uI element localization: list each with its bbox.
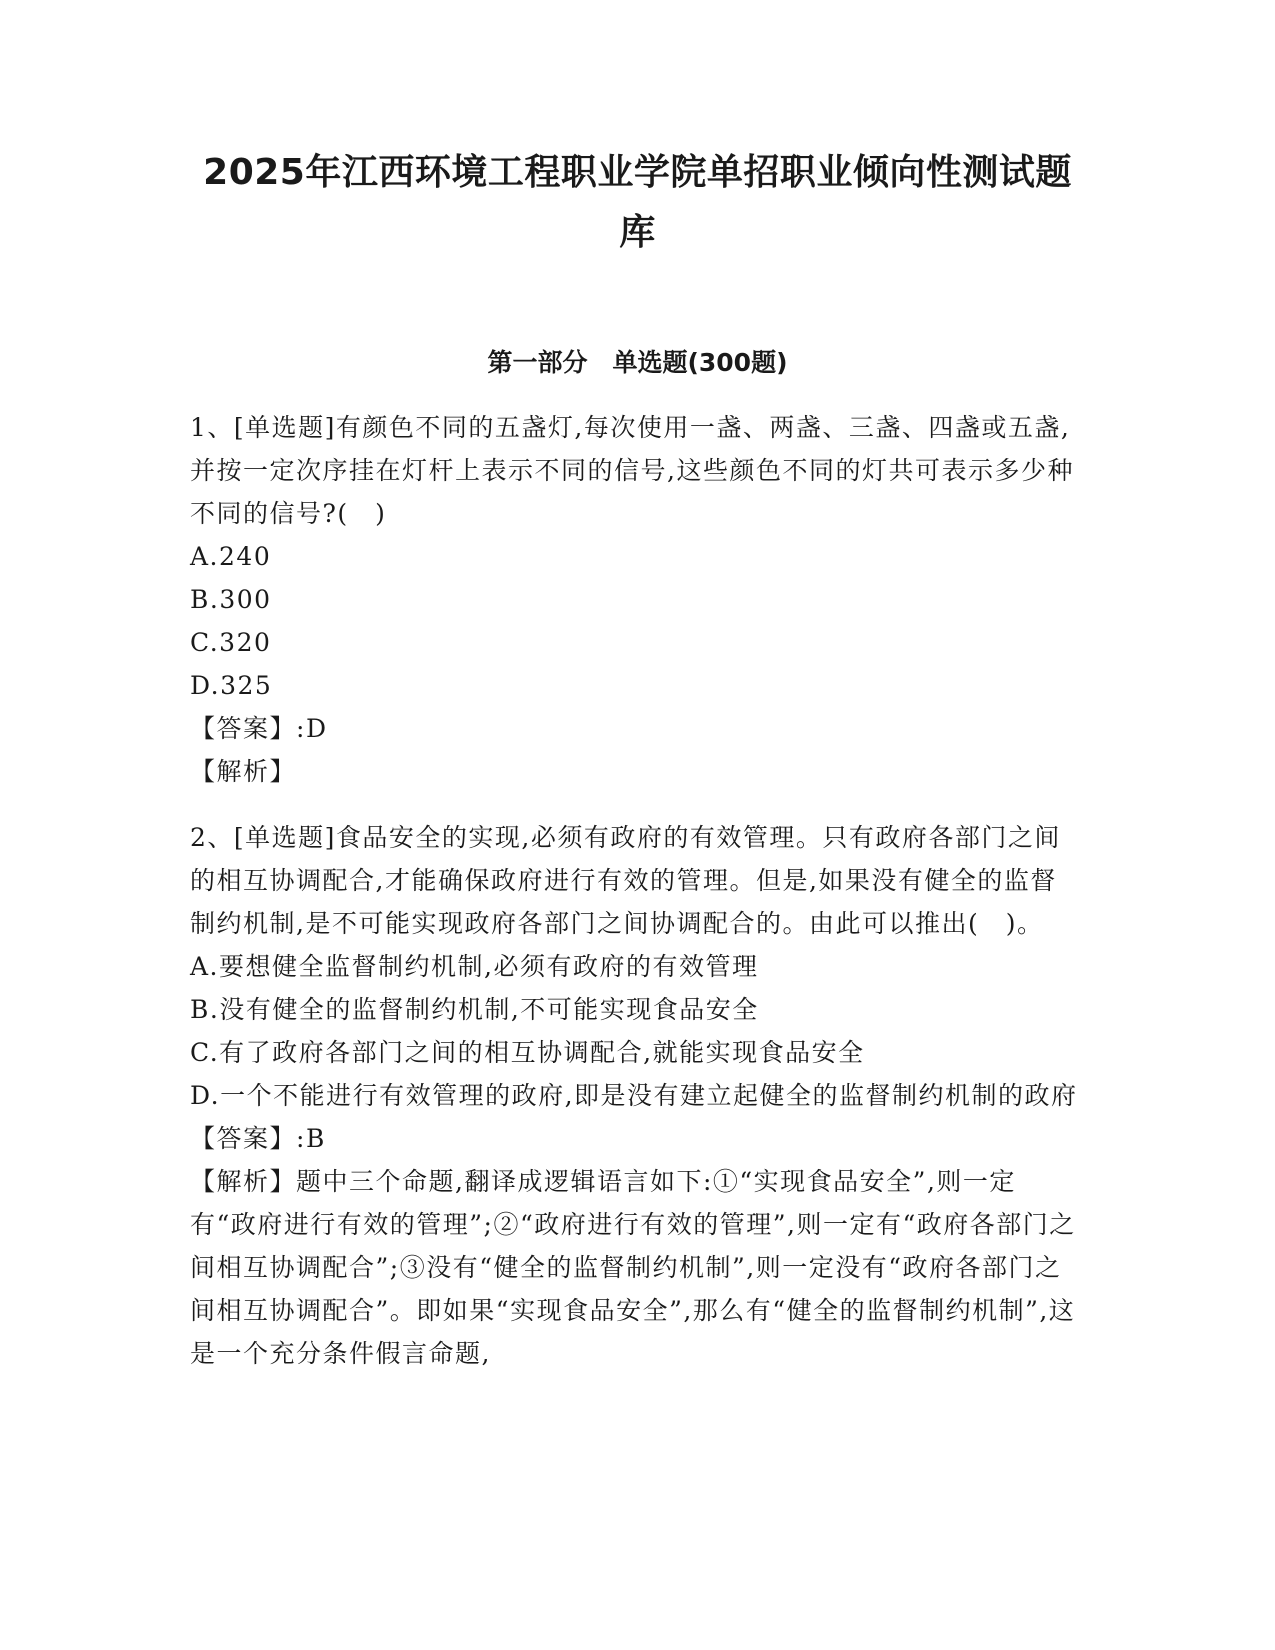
answer-label: 【答案】 — [190, 1124, 297, 1153]
analysis-label: 【解析】 — [190, 757, 297, 786]
option-c: C.有了政府各部门之间的相互协调配合,就能实现食品安全 — [190, 1038, 865, 1067]
title-line-2: 库 — [619, 212, 656, 253]
analysis-label: 【解析】 — [190, 1167, 297, 1196]
analysis-text: 题中三个命题,翻译成逻辑语言如下:①“实现食品安全”,则一定有“政府进行有效的管理”;②“政府进行有效的管理”,则一定有“政府各部门之间相互协调配合”;③没有“健全的监督制约机制”,则一定没有“政府各部门之间相互协调配合”。即如果“实现食品安全”,那么有“健全的监督制约机制”,这是一个充分条件假言命题, — [190, 1167, 1076, 1368]
answer-label: 【答案】 — [190, 714, 297, 743]
section-heading: 第一部分 单选题(300题) — [487, 348, 788, 377]
question-stem: 2、[单选题]食品安全的实现,必须有政府的有效管理。只有政府各部门之间的相互协调配合,才能确保政府进行有效的管理。但是,如果没有健全的监督制约机制,是不可能实现政府各部门之间协调配合的。由此可以推出( )。 — [190, 823, 1061, 938]
title-line-1: 2025年江西环境工程职业学院单招职业倾向性测试题 — [203, 152, 1072, 193]
analysis-line — [190, 1160, 1080, 1375]
answer-separator: : — [296, 1124, 306, 1153]
question-2 — [190, 816, 1080, 1375]
option-a: A.240 — [190, 542, 272, 571]
option-a: A.要想健全监督制约机制,必须有政府的有效管理 — [190, 952, 759, 981]
option-b: B.没有健全的监督制约机制,不可能实现食品安全 — [190, 995, 759, 1024]
answer-value: D — [305, 714, 328, 743]
answer-value: B — [305, 1124, 326, 1153]
option-d: D.一个不能进行有效管理的政府,即是没有建立起健全的监督制约机制的政府 — [190, 1081, 1078, 1110]
question-stem: 1、[单选题]有颜色不同的五盏灯,每次使用一盏、两盏、三盏、四盏或五盏,并按一定次序挂在灯杆上表示不同的信号,这些颜色不同的灯共可表示多少种不同的信号?( ) — [190, 413, 1074, 528]
answer-line — [190, 707, 1080, 750]
answer-line — [190, 1117, 1080, 1160]
answer-separator: : — [296, 714, 306, 743]
option-b: B.300 — [190, 585, 272, 614]
question-1 — [190, 406, 1080, 793]
option-c: C.320 — [190, 628, 272, 657]
document-title — [150, 143, 1125, 263]
option-d: D.325 — [190, 671, 273, 700]
analysis-line — [190, 750, 1080, 793]
